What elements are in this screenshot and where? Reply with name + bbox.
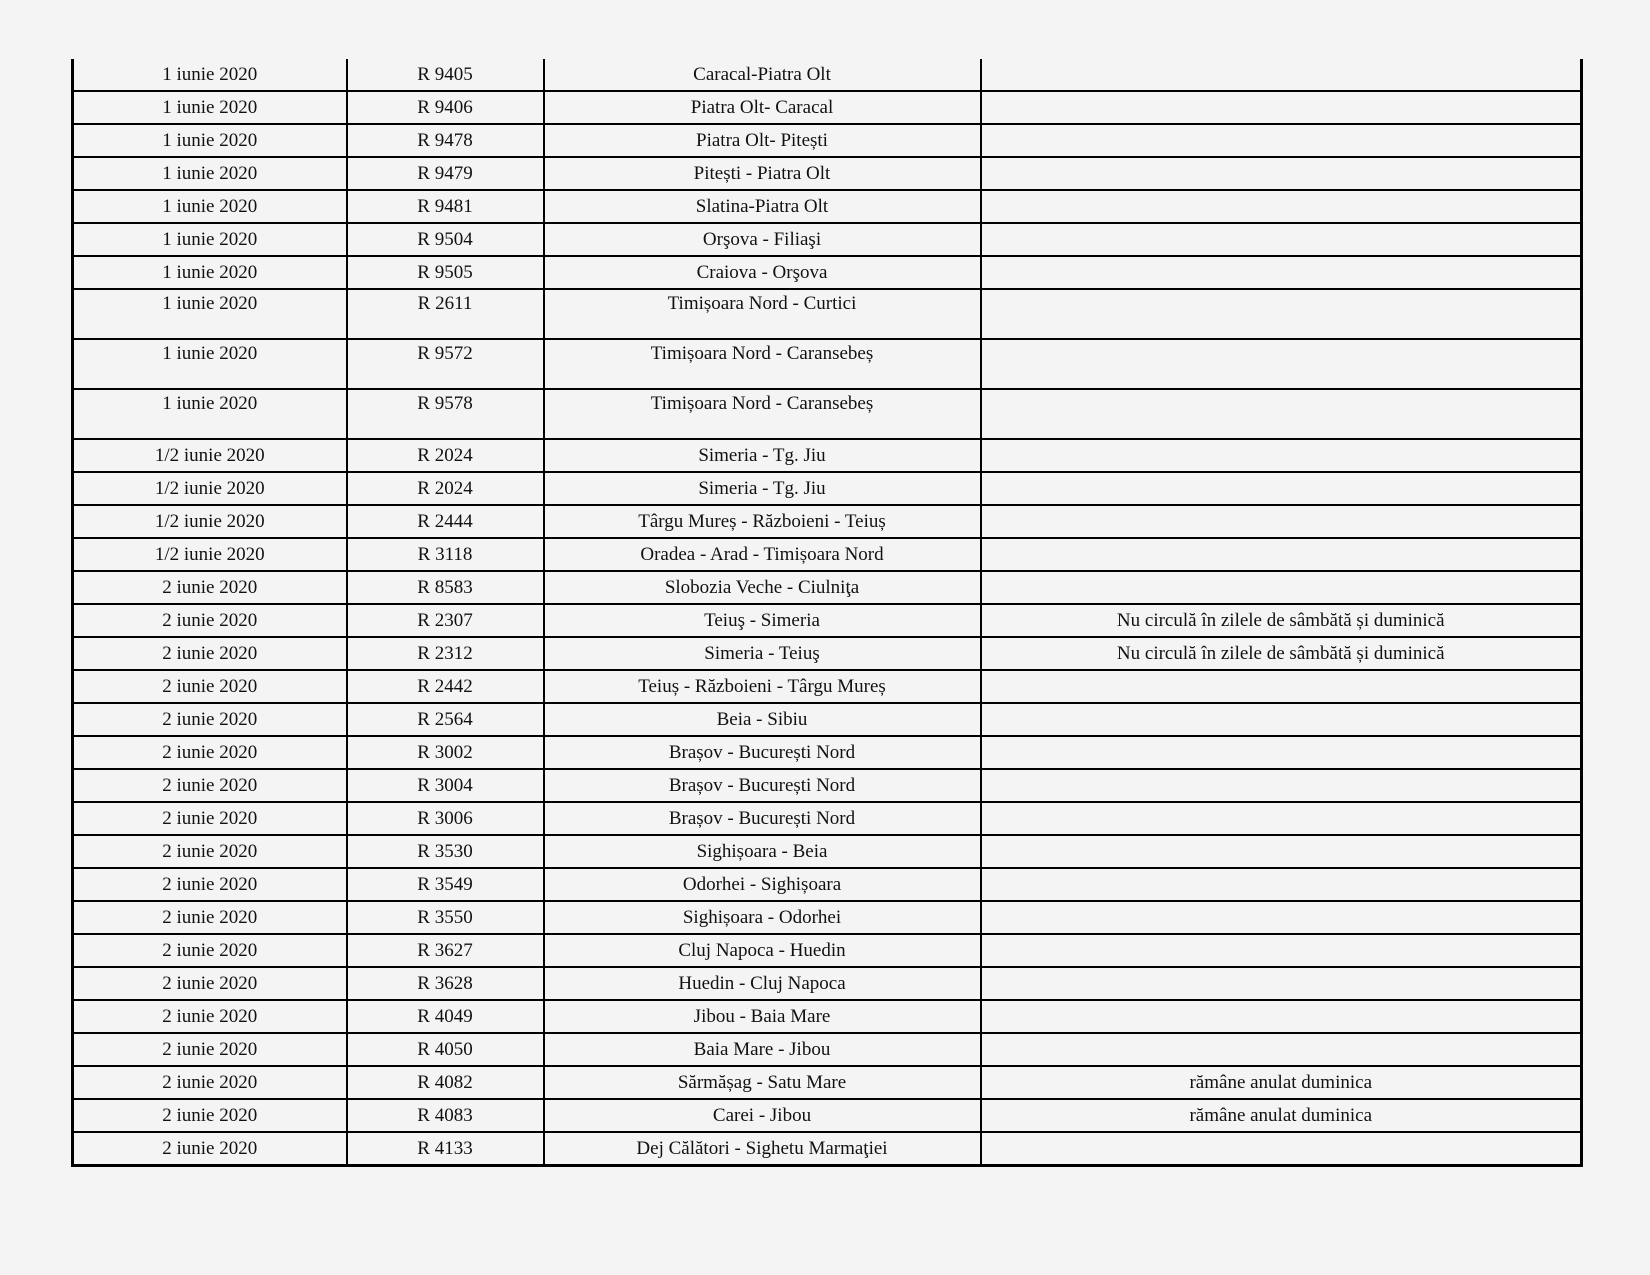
table-row	[73, 505, 1582, 538]
date-cell: 2 iunie 2020	[73, 703, 347, 736]
route-cell: Simeria - Teiuş	[544, 637, 981, 670]
route-cell: Huedin - Cluj Napoca	[544, 967, 981, 1000]
date-cell: 1 iunie 2020	[73, 223, 347, 256]
route-cell: Cluj Napoca - Huedin	[544, 934, 981, 967]
route-cell: Pitești - Piatra Olt	[544, 157, 981, 190]
date-cell: 2 iunie 2020	[73, 769, 347, 802]
train-number-cell: R 3004	[347, 769, 544, 802]
route-cell: Slatina-Piatra Olt	[544, 190, 981, 223]
route-cell: Timișoara Nord - Caransebeș	[544, 339, 981, 389]
table-row	[73, 256, 1582, 289]
train-schedule-table	[71, 59, 1583, 1167]
train-number-cell: R 9479	[347, 157, 544, 190]
table-row	[73, 1000, 1582, 1033]
note-cell	[981, 934, 1582, 967]
date-cell: 2 iunie 2020	[73, 736, 347, 769]
train-number-cell: R 9505	[347, 256, 544, 289]
date-cell: 2 iunie 2020	[73, 571, 347, 604]
note-cell	[981, 736, 1582, 769]
table-row	[73, 802, 1582, 835]
table-row	[73, 124, 1582, 157]
route-cell: Beia - Sibiu	[544, 703, 981, 736]
route-cell: Timișoara Nord - Caransebeș	[544, 389, 981, 439]
date-cell: 1 iunie 2020	[73, 289, 347, 339]
route-cell: Baia Mare - Jibou	[544, 1033, 981, 1066]
note-cell	[981, 835, 1582, 868]
date-cell: 2 iunie 2020	[73, 1000, 347, 1033]
date-cell: 1 iunie 2020	[73, 59, 347, 91]
date-cell: 1 iunie 2020	[73, 91, 347, 124]
train-number-cell: R 4083	[347, 1099, 544, 1132]
table-row	[73, 472, 1582, 505]
table-row	[73, 339, 1582, 389]
note-cell: rămâne anulat duminica	[981, 1066, 1582, 1099]
train-number-cell: R 2444	[347, 505, 544, 538]
table-row	[73, 1099, 1582, 1132]
route-cell: Teiuş - Simeria	[544, 604, 981, 637]
table-row	[73, 571, 1582, 604]
date-cell: 2 iunie 2020	[73, 802, 347, 835]
note-cell	[981, 472, 1582, 505]
route-cell: Teiuș - Războieni - Târgu Mureș	[544, 670, 981, 703]
note-cell	[981, 190, 1582, 223]
note-cell	[981, 389, 1582, 439]
train-number-cell: R 9478	[347, 124, 544, 157]
note-cell	[981, 339, 1582, 389]
note-cell	[981, 289, 1582, 339]
train-number-cell: R 3006	[347, 802, 544, 835]
note-cell	[981, 1132, 1582, 1166]
route-cell: Craiova - Orşova	[544, 256, 981, 289]
table-row	[73, 538, 1582, 571]
route-cell: Orşova - Filiaşi	[544, 223, 981, 256]
note-cell	[981, 703, 1582, 736]
note-cell: rămâne anulat duminica	[981, 1099, 1582, 1132]
table-row	[73, 1132, 1582, 1166]
route-cell: Târgu Mureș - Războieni - Teiuș	[544, 505, 981, 538]
date-cell: 2 iunie 2020	[73, 868, 347, 901]
date-cell: 1 iunie 2020	[73, 190, 347, 223]
date-cell: 1 iunie 2020	[73, 157, 347, 190]
train-number-cell: R 8583	[347, 571, 544, 604]
train-number-cell: R 3118	[347, 538, 544, 571]
note-cell	[981, 538, 1582, 571]
route-cell: Sighișoara - Odorhei	[544, 901, 981, 934]
schedule-table-body	[73, 59, 1582, 1166]
route-cell: Carei - Jibou	[544, 1099, 981, 1132]
note-cell	[981, 1000, 1582, 1033]
date-cell: 2 iunie 2020	[73, 934, 347, 967]
date-cell: 1/2 iunie 2020	[73, 538, 347, 571]
route-cell: Oradea - Arad - Timișoara Nord	[544, 538, 981, 571]
route-cell: Sighișoara - Beia	[544, 835, 981, 868]
table-row	[73, 59, 1582, 91]
train-number-cell: R 9481	[347, 190, 544, 223]
note-cell	[981, 769, 1582, 802]
date-cell: 2 iunie 2020	[73, 835, 347, 868]
train-number-cell: R 3002	[347, 736, 544, 769]
route-cell: Jibou - Baia Mare	[544, 1000, 981, 1033]
table-row	[73, 934, 1582, 967]
table-row	[73, 967, 1582, 1000]
note-cell	[981, 439, 1582, 472]
train-number-cell: R 3549	[347, 868, 544, 901]
date-cell: 2 iunie 2020	[73, 604, 347, 637]
train-number-cell: R 3550	[347, 901, 544, 934]
date-cell: 2 iunie 2020	[73, 967, 347, 1000]
train-number-cell: R 4049	[347, 1000, 544, 1033]
route-cell: Brașov - București Nord	[544, 736, 981, 769]
date-cell: 2 iunie 2020	[73, 1033, 347, 1066]
note-cell	[981, 670, 1582, 703]
table-row	[73, 1033, 1582, 1066]
table-row	[73, 670, 1582, 703]
table-row	[73, 868, 1582, 901]
route-cell: Brașov - București Nord	[544, 769, 981, 802]
route-cell: Timișoara Nord - Curtici	[544, 289, 981, 339]
note-cell	[981, 802, 1582, 835]
route-cell: Simeria - Tg. Jiu	[544, 439, 981, 472]
train-number-cell: R 9504	[347, 223, 544, 256]
route-cell: Caracal-Piatra Olt	[544, 59, 981, 91]
note-cell	[981, 868, 1582, 901]
route-cell: Sărmășag - Satu Mare	[544, 1066, 981, 1099]
table-row	[73, 769, 1582, 802]
note-cell: Nu circulă în zilele de sâmbătă și duminică	[981, 604, 1582, 637]
table-row	[73, 637, 1582, 670]
date-cell: 1 iunie 2020	[73, 256, 347, 289]
train-number-cell: R 2442	[347, 670, 544, 703]
route-cell: Dej Călători - Sighetu Marmaţiei	[544, 1132, 981, 1166]
note-cell	[981, 901, 1582, 934]
note-cell: Nu circulă în zilele de sâmbătă și duminică	[981, 637, 1582, 670]
route-cell: Piatra Olt- Pitești	[544, 124, 981, 157]
train-number-cell: R 9405	[347, 59, 544, 91]
table-row	[73, 1066, 1582, 1099]
table-row	[73, 289, 1582, 339]
note-cell	[981, 256, 1582, 289]
date-cell: 1/2 iunie 2020	[73, 439, 347, 472]
note-cell	[981, 967, 1582, 1000]
route-cell: Brașov - București Nord	[544, 802, 981, 835]
train-number-cell: R 9578	[347, 389, 544, 439]
train-number-cell: R 4050	[347, 1033, 544, 1066]
note-cell	[981, 1033, 1582, 1066]
train-number-cell: R 2611	[347, 289, 544, 339]
note-cell	[981, 505, 1582, 538]
table-row	[73, 157, 1582, 190]
train-number-cell: R 3627	[347, 934, 544, 967]
note-cell	[981, 59, 1582, 91]
date-cell: 1 iunie 2020	[73, 339, 347, 389]
train-number-cell: R 2307	[347, 604, 544, 637]
table-row	[73, 190, 1582, 223]
table-row	[73, 604, 1582, 637]
date-cell: 2 iunie 2020	[73, 901, 347, 934]
date-cell: 1 iunie 2020	[73, 389, 347, 439]
table-row	[73, 703, 1582, 736]
note-cell	[981, 124, 1582, 157]
date-cell: 1/2 iunie 2020	[73, 505, 347, 538]
train-number-cell: R 2564	[347, 703, 544, 736]
table-row	[73, 439, 1582, 472]
date-cell: 2 iunie 2020	[73, 1099, 347, 1132]
train-number-cell: R 2024	[347, 439, 544, 472]
table-row	[73, 835, 1582, 868]
train-number-cell: R 9406	[347, 91, 544, 124]
table-row	[73, 223, 1582, 256]
train-number-cell: R 4133	[347, 1132, 544, 1166]
train-number-cell: R 4082	[347, 1066, 544, 1099]
date-cell: 1/2 iunie 2020	[73, 472, 347, 505]
train-number-cell: R 3628	[347, 967, 544, 1000]
note-cell	[981, 91, 1582, 124]
table-row	[73, 736, 1582, 769]
date-cell: 1 iunie 2020	[73, 124, 347, 157]
route-cell: Piatra Olt- Caracal	[544, 91, 981, 124]
table-row	[73, 901, 1582, 934]
train-number-cell: R 9572	[347, 339, 544, 389]
train-number-cell: R 3530	[347, 835, 544, 868]
route-cell: Odorhei - Sighișoara	[544, 868, 981, 901]
table-row	[73, 389, 1582, 439]
note-cell	[981, 157, 1582, 190]
route-cell: Slobozia Veche - Ciulniţa	[544, 571, 981, 604]
table-row	[73, 91, 1582, 124]
note-cell	[981, 571, 1582, 604]
date-cell: 2 iunie 2020	[73, 1132, 347, 1166]
train-number-cell: R 2024	[347, 472, 544, 505]
date-cell: 2 iunie 2020	[73, 637, 347, 670]
note-cell	[981, 223, 1582, 256]
route-cell: Simeria - Tg. Jiu	[544, 472, 981, 505]
date-cell: 2 iunie 2020	[73, 670, 347, 703]
date-cell: 2 iunie 2020	[73, 1066, 347, 1099]
train-number-cell: R 2312	[347, 637, 544, 670]
